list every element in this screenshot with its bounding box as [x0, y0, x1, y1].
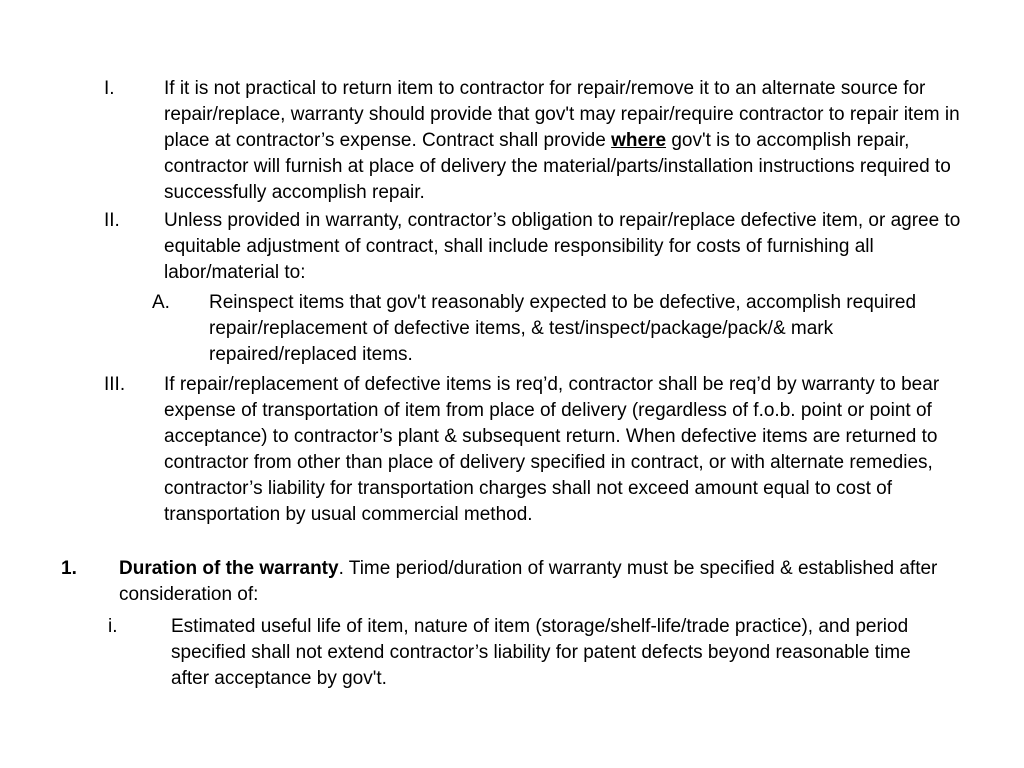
section-text: . Time period/duration of warranty must be specified & established after consideration of: — [119, 558, 938, 605]
list-item-text: Estimated useful life of item, nature of item (storage/shelf-life/trade practice), and period specified shall not extend contractor’s liability for patent defects beyond reasonable time after acceptance by gov't. — [171, 616, 911, 689]
section-heading: Duration of the warranty — [119, 558, 339, 579]
list-item-text — [164, 76, 964, 206]
list-marker: I. — [104, 78, 115, 99]
text-part-2: gov't is to accomplish repair, contractor will furnish at place of delivery the material/parts/installation instructions required to successfully accomplish repair. — [164, 130, 951, 203]
list-item-text: Unless provided in warranty, contractor’s obligation to repair/replace defective item, or agree to equitable adjustment of contract, shall include responsibility for costs of furnishing all labor/material to: — [164, 210, 961, 283]
text-part-1: If it is not practical to return item to contractor for repair/remove it to an alternate source for repair/replace, warranty should provide that gov't may repair/require contractor to repair item in place at contractor’s expense. Contract shall provide — [164, 78, 960, 151]
list-marker: 1. — [61, 558, 77, 579]
list-marker: III. — [104, 374, 126, 395]
list-marker: A. — [152, 292, 170, 313]
list-marker: i. — [108, 616, 118, 637]
list-marker: II. — [104, 210, 120, 231]
list-item-text: Reinspect items that gov't reasonably expected to be defective, accomplish required repair/replacement of defective items, & test/inspect/package/pack/& mark repaired/replaced items. — [209, 292, 917, 365]
list-item-text — [119, 556, 949, 608]
emphasis-where: where — [611, 130, 667, 151]
list-item-text: If repair/replacement of defective items is req’d, contractor shall be req’d by warranty to bear expense of transportation of item from place of delivery (regardless of f.o.b. point or point of acceptance) to contractor’s plant & subsequent return. When defective items are returned to contractor from other than place of delivery specified in contract, or with alternate remedies, contractor’s liability for transportation charges shall not exceed amount equal to cost of transportation by usual commercial method. — [164, 374, 940, 525]
